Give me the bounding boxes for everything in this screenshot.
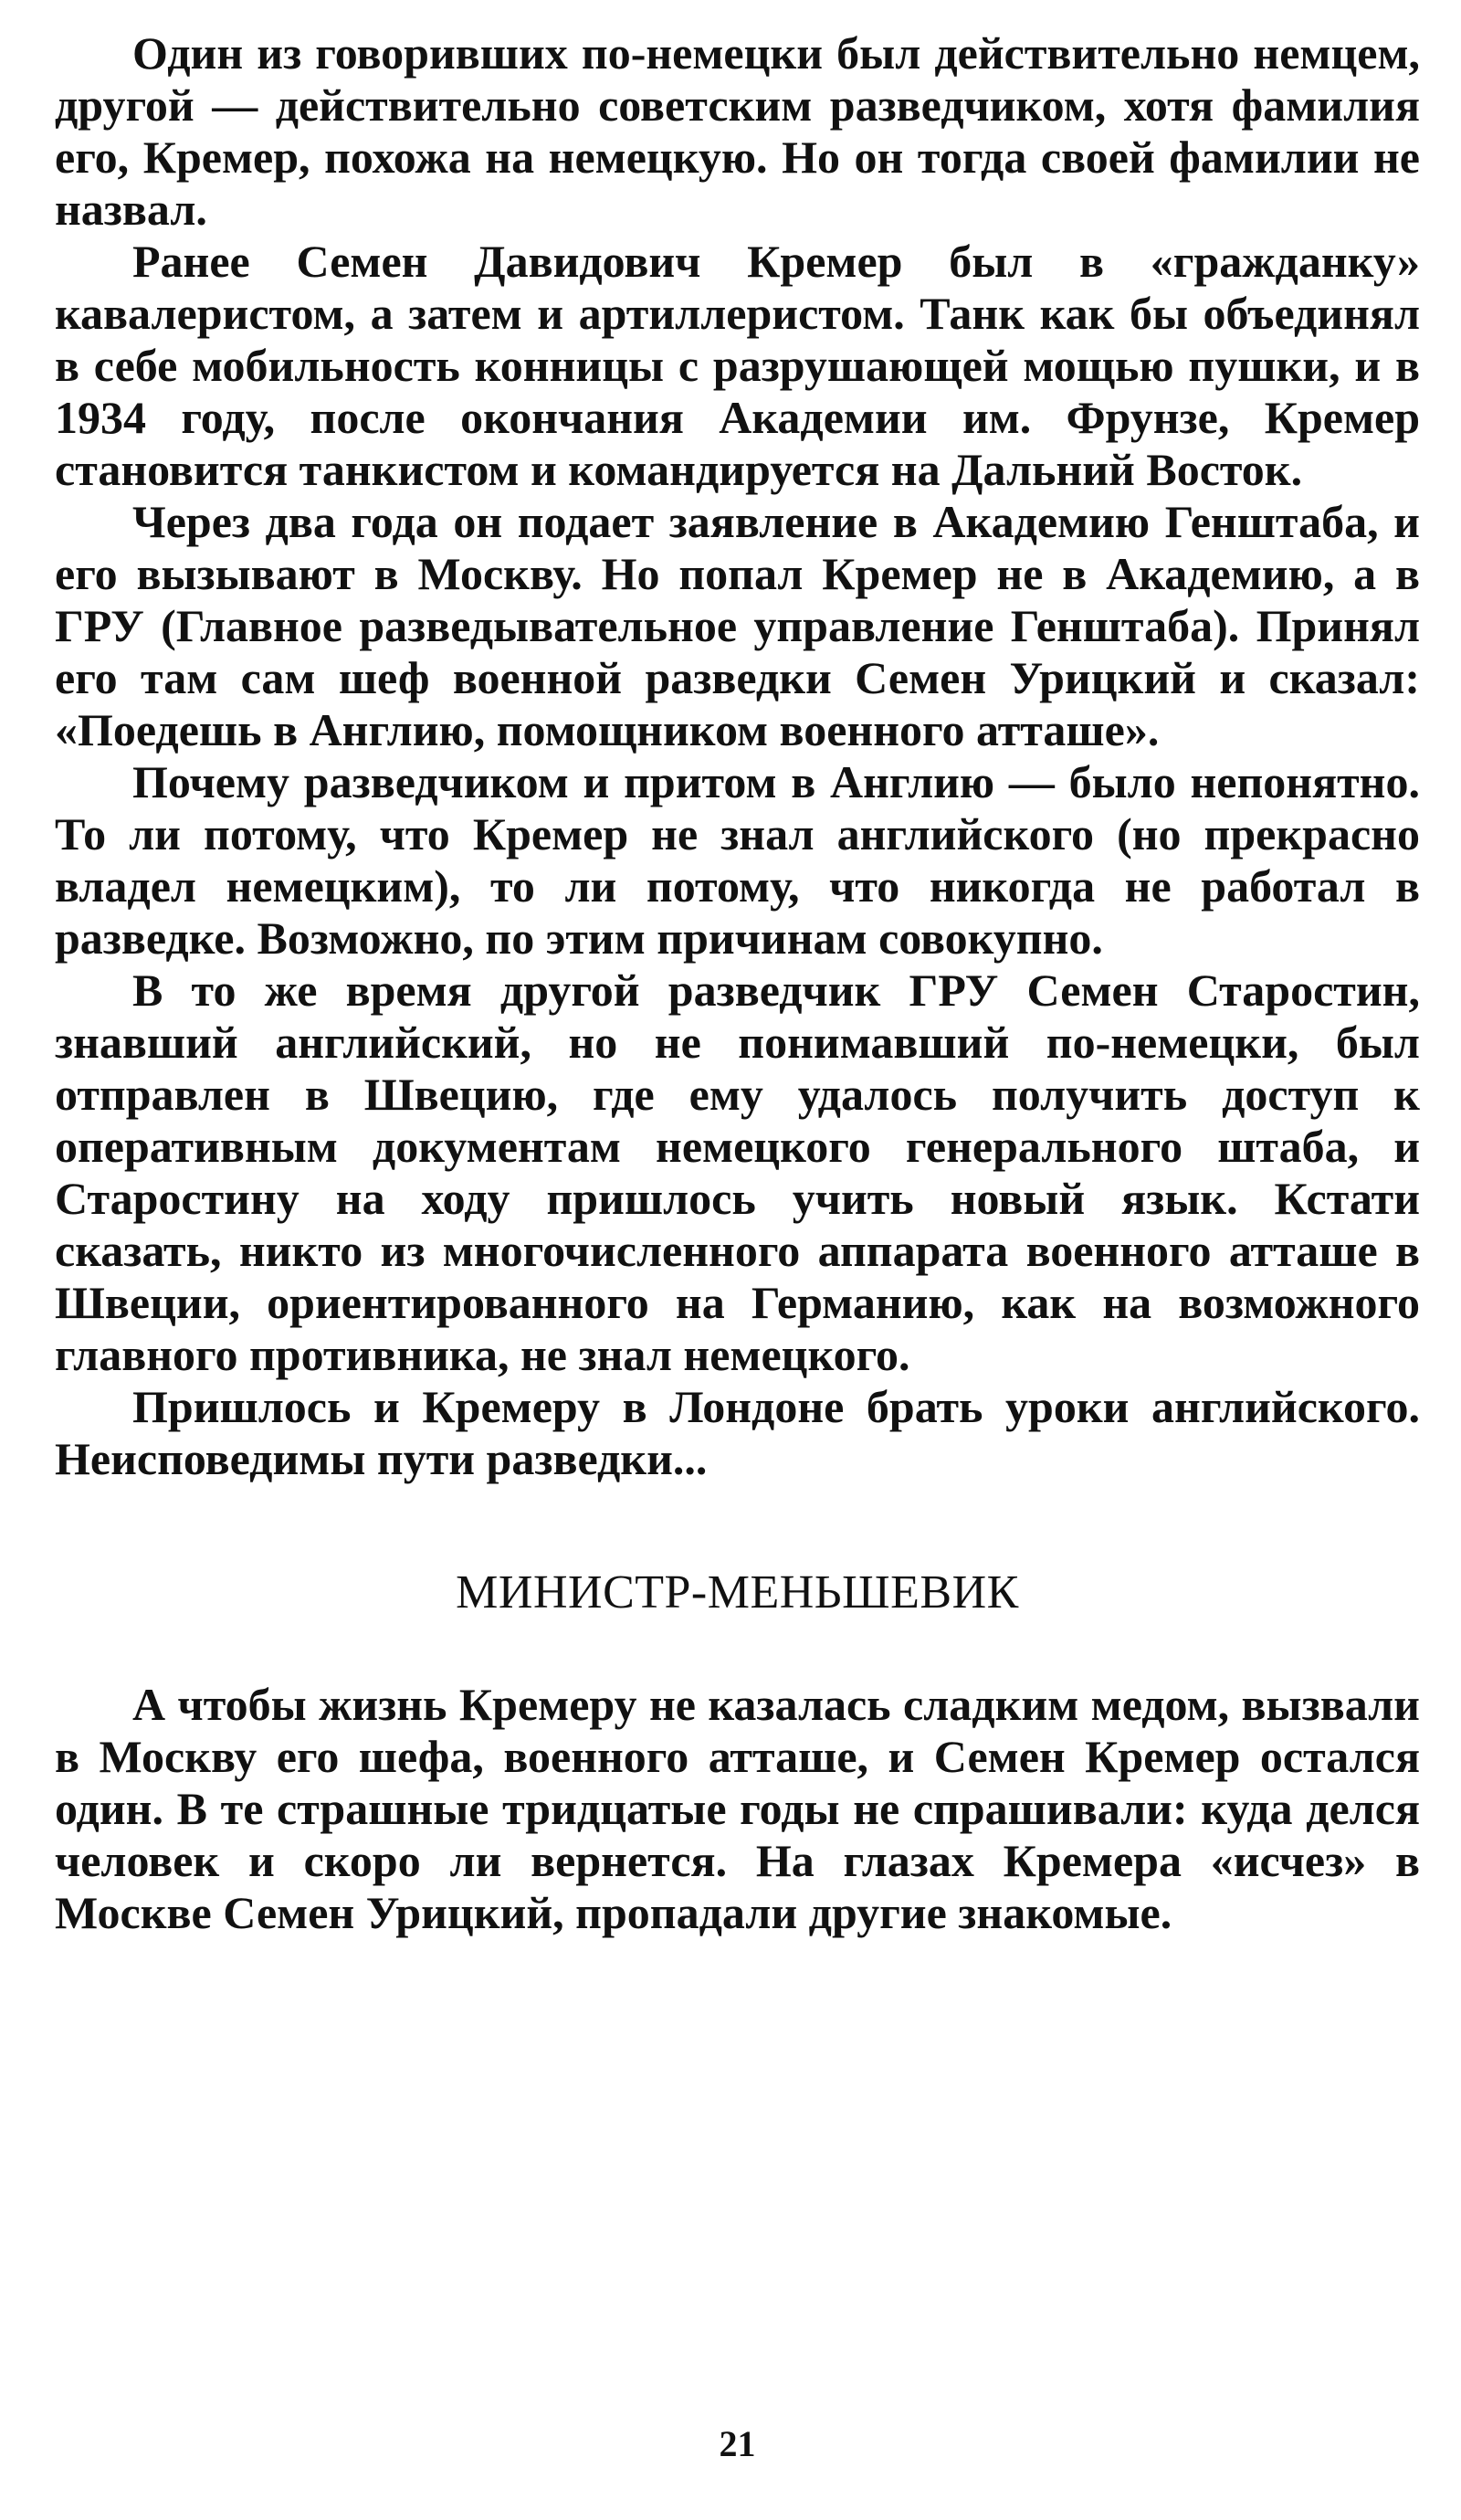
paragraph-1: Один из говоривших по-немецки был действительно немцем, другой — действительно советским разведчиком, хотя фамилия его, Кремер, похожа на немецкую. Но он тогда своей фамилии не назвал. — [55, 27, 1420, 235]
paragraph-2: Ранее Семен Давидович Кремер был в «гражданку» кавалеристом, а затем и артиллеристом. Танк как бы объединял в себе мобильность конницы с разрушающей мощью пушки, и в 1934 году, после окончания Академии им. Фрунзе, Кремер становится танкистом и командируется на Дальний Восток. — [55, 236, 1420, 495]
paragraph-6: Пришлось и Кремеру в Лондоне брать уроки английского. Неисповедимы пути разведки... — [55, 1381, 1420, 1484]
paragraph-5: В то же время другой разведчик ГРУ Семен Старостин, знавший английский, но не понимавший по-немецки, был отправлен в Швецию, где ему удалось получить доступ к оперативным документам немецкого генерального штаба, и Старостину на ходу пришлось учить новый язык. Кстати сказать, никто из многочисленного аппарата военного атташе в Швеции, ориентированного на Германию, как на возможного главного противника, не знал немецкого. — [55, 965, 1420, 1380]
page-number: 21 — [719, 2423, 756, 2464]
paragraph-7: А чтобы жизнь Кремеру не казалась сладким медом, вызвали в Москву его шефа, военного атташе, и Семен Кремер остался один. В те страшные тридцатые годы не спрашивали: куда делся человек и скоро ли вернется. На глазах Кремера «исчез» в Москве Семен Урицкий, пропадали другие знакомые. — [55, 1679, 1420, 1938]
paragraph-4: Почему разведчиком и притом в Англию — было непонятно. То ли потому, что Кремер не знал английского (но прекрасно владел немецким), то ли потому, что никогда не работал в разведке. Возможно, по этим причинам совокупно. — [55, 756, 1420, 964]
book-page — [55, 27, 1420, 2494]
section-heading: МИНИСТР-МЕНЬШЕВИК — [456, 1566, 1019, 1618]
paragraph-3: Через два года он подает заявление в Академию Генштаба, и его вызывают в Москву. Но попал Кремер не в Академию, а в ГРУ (Главное разведывательное управление Генштаба). Принял его там сам шеф военной разведки Семен Урицкий и сказал: «Поедешь в Англию, помощником военного атташе». — [55, 496, 1420, 755]
